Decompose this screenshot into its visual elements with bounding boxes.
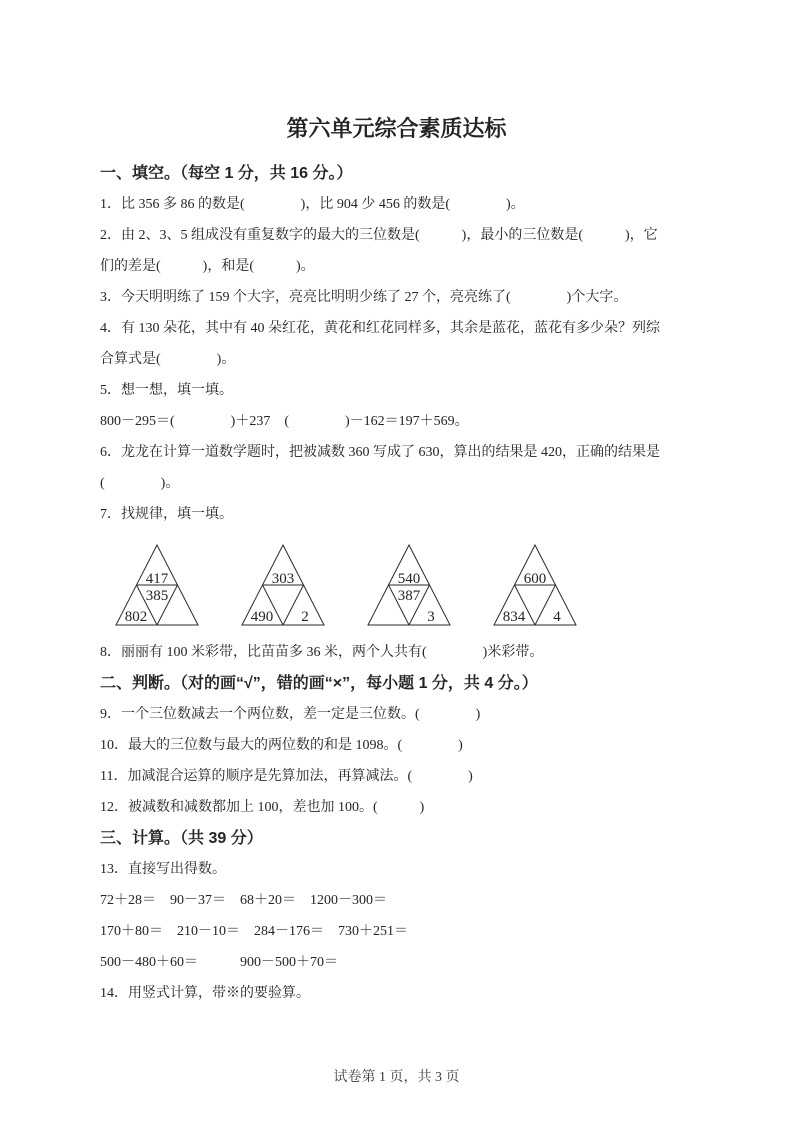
question-13-row-2: 170＋80＝ 210－10＝ 284－176＝ 730＋251＝ bbox=[100, 924, 408, 939]
question-4-line-2: 合算式是( )。 bbox=[100, 352, 236, 367]
triangle-2-bottom-right-value: 2 bbox=[301, 609, 309, 625]
question-1: 1．比 356 多 86 的数是( )，比 904 少 456 的数是( )。 bbox=[100, 197, 525, 212]
question-9: 9．一个三位数减去一个两位数，差一定是三位数。( ) bbox=[100, 707, 481, 722]
question-5: 5．想一想，填一填。 bbox=[100, 383, 233, 398]
question-13-row-3: 500－480＋60＝ 900－500＋70＝ bbox=[100, 955, 338, 970]
question-13-row-1: 72＋28＝ 90－37＝ 68＋20＝ 1200－300＝ bbox=[100, 893, 387, 908]
triangle-4-bottom-left-value: 834 bbox=[502, 609, 526, 625]
page-footer: 试卷第 1 页，共 3 页 bbox=[333, 1070, 460, 1085]
triangle-1-bottom-left-value: 802 bbox=[124, 609, 148, 625]
triangle-3-top-value: 540 bbox=[397, 571, 421, 587]
question-3: 3．今天明明练了 159 个大字，亮亮比明明少练了 27 个，亮亮练了( )个大字。 bbox=[100, 290, 628, 305]
question-5-equation: 800－295＝( )＋237 ( )－162＝197＋569。 bbox=[100, 414, 469, 429]
triangle-2-top-value: 303 bbox=[271, 571, 295, 587]
triangle-4-top-value: 600 bbox=[523, 571, 547, 587]
section-calc-heading: 三、计算。（共 39 分） bbox=[100, 830, 263, 847]
question-11: 11．加减混合运算的顺序是先算加法，再算减法。( ) bbox=[100, 769, 473, 784]
triangle-3-middle-value: 387 bbox=[397, 588, 421, 604]
question-2-line-2: 们的差是( )，和是( )。 bbox=[100, 259, 315, 274]
triangle-figures bbox=[114, 543, 743, 629]
triangle-figure-2 bbox=[240, 543, 326, 629]
question-10: 10．最大的三位数与最大的两位数的和是 1098。( ) bbox=[100, 738, 463, 753]
triangle-figure-3 bbox=[366, 543, 452, 629]
question-6-line-1: 6．龙龙在计算一道数学题时，把被减数 360 写成了 630，算出的结果是 420，正确的结果是 bbox=[100, 445, 660, 460]
question-7: 7．找规律，填一填。 bbox=[100, 507, 233, 522]
section-fill-heading: 一、填空。（每空 1 分，共 16 分。） bbox=[100, 165, 353, 182]
triangle-3-bottom-right-value: 3 bbox=[427, 609, 435, 625]
triangle-2-bottom-left-value: 490 bbox=[250, 609, 274, 625]
section-judge-heading: 二、判断。（对的画“√”，错的画“×”，每小题 1 分，共 4 分。） bbox=[100, 675, 538, 692]
question-8: 8．丽丽有 100 米彩带，比苗苗多 36 米，两个人共有( )米彩带。 bbox=[100, 645, 544, 660]
triangle-4-bottom-right-value: 4 bbox=[553, 609, 561, 625]
question-2-line-1: 2．由 2、3、5 组成没有重复数字的最大的三位数是( )，最小的三位数是( )，它 bbox=[100, 228, 658, 243]
triangle-figure-4 bbox=[492, 543, 578, 629]
exam-body bbox=[0, 158, 793, 1009]
question-4-line-1: 4．有 130 朵花，其中有 40 朵红花，黄花和红花同样多，其余是蓝花，蓝花有多少朵？列综 bbox=[100, 321, 660, 336]
triangle-1-top-value: 417 bbox=[145, 571, 169, 587]
question-12: 12．被减数和减数都加上 100，差也加 100。( ) bbox=[100, 800, 425, 815]
triangle-1-middle-value: 385 bbox=[145, 588, 169, 604]
question-13: 13．直接写出得数。 bbox=[100, 862, 226, 877]
triangle-figure-1 bbox=[114, 543, 200, 629]
page-title: 第六单元综合素质达标 bbox=[286, 116, 507, 141]
question-14: 14．用竖式计算，带※的要验算。 bbox=[100, 986, 310, 1001]
question-6-line-2: ( )。 bbox=[100, 476, 180, 491]
